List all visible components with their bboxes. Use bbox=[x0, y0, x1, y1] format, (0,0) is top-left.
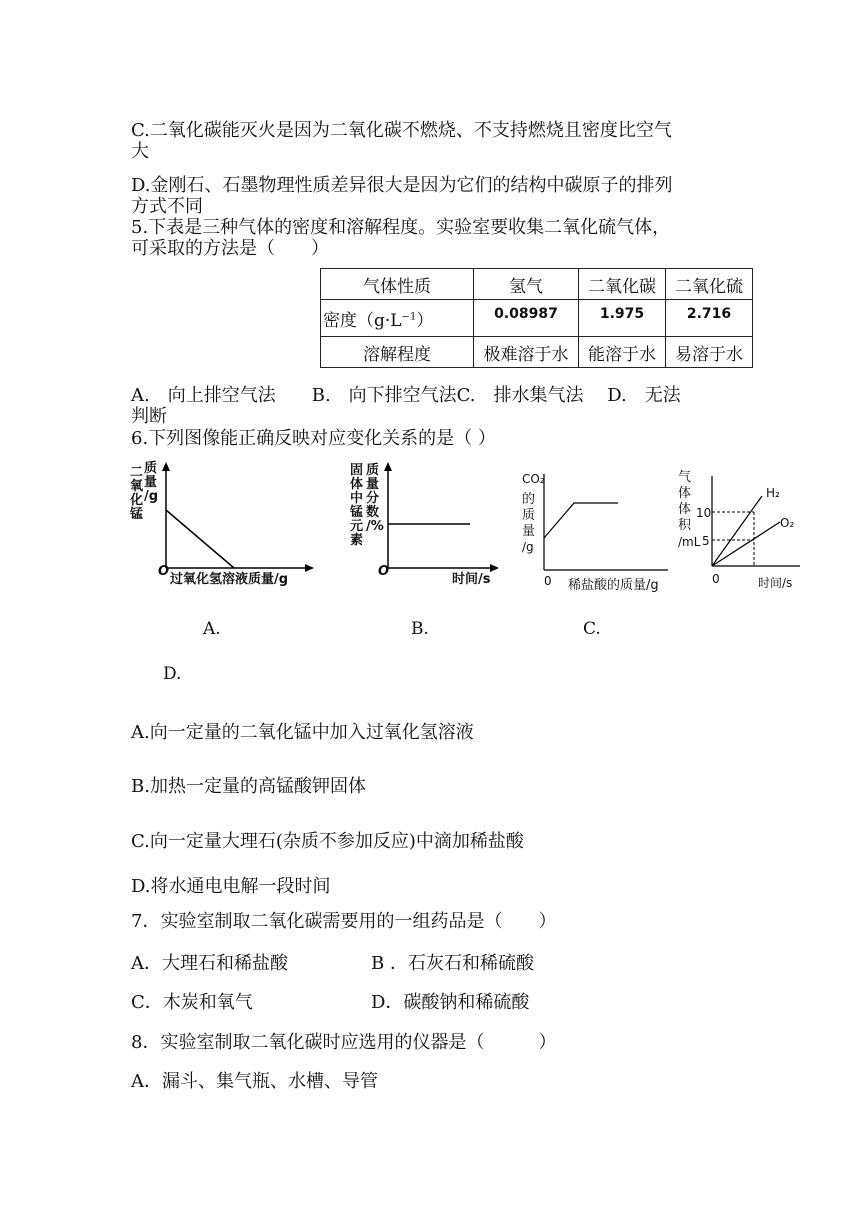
graph-d-xlabel: 时间/s bbox=[758, 576, 793, 590]
ylabel-char: 质 bbox=[366, 463, 380, 478]
q5-stem-line2: 可采取的方法是（ ） bbox=[131, 238, 329, 259]
ylabel-char: /% bbox=[366, 519, 384, 534]
ylabel-char: 化 bbox=[130, 493, 144, 508]
ylabel-char: 素 bbox=[350, 533, 364, 548]
table-cell: 二氧化碳 bbox=[579, 269, 666, 300]
ylabel-char: /g bbox=[144, 489, 159, 504]
q8-option-a: A．漏斗、集气瓶、水槽、导管 bbox=[131, 1071, 378, 1092]
graph-c-ylabel bbox=[522, 472, 544, 554]
ylabel-char: 气 bbox=[678, 470, 692, 485]
gas-property-table bbox=[320, 268, 753, 368]
graph-d-o2-label: O₂ bbox=[780, 516, 795, 530]
ylabel-char: 体 bbox=[678, 486, 692, 501]
graph-b-origin: O bbox=[378, 564, 390, 579]
ylabel-char: 固 bbox=[350, 463, 364, 478]
ylabel-char: 积 bbox=[678, 518, 692, 533]
graph-c-xlabel: 稀盐酸的质量/g bbox=[568, 578, 659, 593]
ylabel-char: 质 bbox=[522, 508, 536, 523]
ylabel-char: 量 bbox=[366, 477, 380, 492]
table-row bbox=[321, 300, 753, 337]
graph-d-origin: 0 bbox=[712, 572, 720, 586]
ylabel-char: 氧 bbox=[130, 479, 144, 494]
graph-a-xlabel: 过氧化氢溶液质量/g bbox=[170, 572, 289, 587]
q5-options-line1: A. 向上排空气法 B. 向下排空气法C. 排水集气法 D. 无法 bbox=[131, 385, 681, 406]
q4-option-c-line1: C.二氧化碳能灭火是因为二氧化碳不燃烧、不支持燃烧且密度比空气 bbox=[131, 120, 672, 141]
graph-d-h2-line bbox=[712, 496, 762, 566]
ylabel-char: 体 bbox=[678, 502, 692, 517]
graph-label-b: B. bbox=[411, 619, 429, 639]
density-label: 密度（g·L bbox=[323, 310, 402, 331]
q6-option-d: D.将水通电电解一段时间 bbox=[131, 876, 331, 897]
table-cell: 氢气 bbox=[474, 269, 579, 300]
graph-c bbox=[518, 468, 678, 594]
table-cell: 易溶于水 bbox=[666, 337, 753, 368]
table-row bbox=[321, 337, 753, 368]
q6-option-b: B.加热一定量的高锰酸钾固体 bbox=[131, 776, 366, 797]
graph-label-d: D. bbox=[163, 664, 182, 684]
graph-d-o2-line bbox=[712, 522, 780, 566]
q5-options-line2: 判断 bbox=[131, 406, 167, 427]
q6-stem: 6.下列图像能正确反映对应变化关系的是（ ） bbox=[131, 428, 496, 449]
ylabel-char: 二 bbox=[130, 465, 144, 480]
ylabel-char: 质 bbox=[144, 461, 158, 476]
table-cell: 二氧化硫 bbox=[666, 269, 753, 300]
graph-b-ylabel-a bbox=[350, 464, 364, 548]
graph-d-h2-label: H₂ bbox=[766, 486, 780, 500]
graph-label-a: A. bbox=[203, 619, 221, 639]
q7-option-d: D．碳酸钠和稀硫酸 bbox=[371, 992, 530, 1013]
table-cell: 气体性质 bbox=[321, 269, 474, 300]
table-cell: 能溶于水 bbox=[579, 337, 666, 368]
ylabel-char: 数 bbox=[366, 505, 380, 520]
graph-label-c: C. bbox=[583, 619, 601, 639]
q8-stem: 8．实验室制取二氧化碳时应选用的仪器是（ ） bbox=[131, 1032, 557, 1053]
graph-a-curve bbox=[166, 510, 234, 568]
table-cell bbox=[321, 300, 474, 337]
table-cell: 极难溶于水 bbox=[474, 337, 579, 368]
ylabel-char: 锰 bbox=[130, 507, 144, 522]
table-cell: 2.716 bbox=[666, 300, 753, 337]
ylabel-char: 分 bbox=[366, 491, 380, 506]
ylabel-char: 量 bbox=[144, 475, 158, 490]
ylabel-char: 的 bbox=[522, 492, 536, 507]
graph-c-curve bbox=[544, 503, 618, 538]
ylabel-char: /mL bbox=[678, 535, 701, 549]
graph-b bbox=[348, 460, 508, 590]
q4-option-c-line2: 大 bbox=[131, 141, 149, 162]
graph-a-ylabel-a bbox=[130, 466, 142, 522]
table-cell: 溶解程度 bbox=[321, 337, 474, 368]
ylabel-char: 锰 bbox=[350, 505, 364, 520]
graph-d-tick-5: 5 bbox=[702, 534, 710, 548]
q7-option-b: B ．石灰石和稀硫酸 bbox=[371, 953, 534, 974]
q5-stem-line1: 5.下表是三种气体的密度和溶解程度。实验室要收集二氧化硫气体， bbox=[131, 217, 671, 238]
table-cell: 0.08987 bbox=[474, 300, 579, 337]
graph-d-tick-10: 10 bbox=[696, 506, 712, 520]
q4-option-d-line1: D.金刚石、石墨物理性质差异很大是因为它们的结构中碳原子的排列 bbox=[131, 175, 673, 196]
ylabel-char: /g bbox=[522, 540, 534, 554]
graph-a-ylabel-b bbox=[144, 462, 164, 504]
graph-a bbox=[128, 460, 318, 590]
ylabel-char: CO₂ bbox=[522, 472, 545, 486]
ylabel-char: 体 bbox=[350, 477, 364, 492]
graph-b-ylabel-b bbox=[366, 464, 386, 534]
table-cell: 1.975 bbox=[579, 300, 666, 337]
graph-d bbox=[676, 468, 816, 594]
density-close: ） bbox=[416, 310, 434, 331]
graph-c-origin: 0 bbox=[544, 574, 552, 588]
graph-a-origin: O bbox=[158, 564, 170, 579]
density-exponent: −1 bbox=[401, 310, 417, 322]
graph-b-xlabel: 时间/s bbox=[452, 572, 491, 587]
ylabel-char: 量 bbox=[522, 524, 536, 539]
q6-option-c: C.向一定量大理石(杂质不参加反应)中滴加稀盐酸 bbox=[131, 831, 524, 852]
q7-option-a: A．大理石和稀盐酸 bbox=[131, 953, 288, 974]
q7-stem: 7．实验室制取二氧化碳需要用的一组药品是（ ） bbox=[131, 911, 557, 932]
q7-option-c: C．木炭和氧气 bbox=[131, 992, 253, 1013]
ylabel-char: 中 bbox=[350, 491, 364, 506]
q4-option-d-line2: 方式不同 bbox=[131, 196, 203, 217]
table-row bbox=[321, 269, 753, 300]
q6-option-a: A.向一定量的二氧化锰中加入过氧化氢溶液 bbox=[131, 722, 474, 743]
ylabel-char: 元 bbox=[350, 519, 364, 534]
